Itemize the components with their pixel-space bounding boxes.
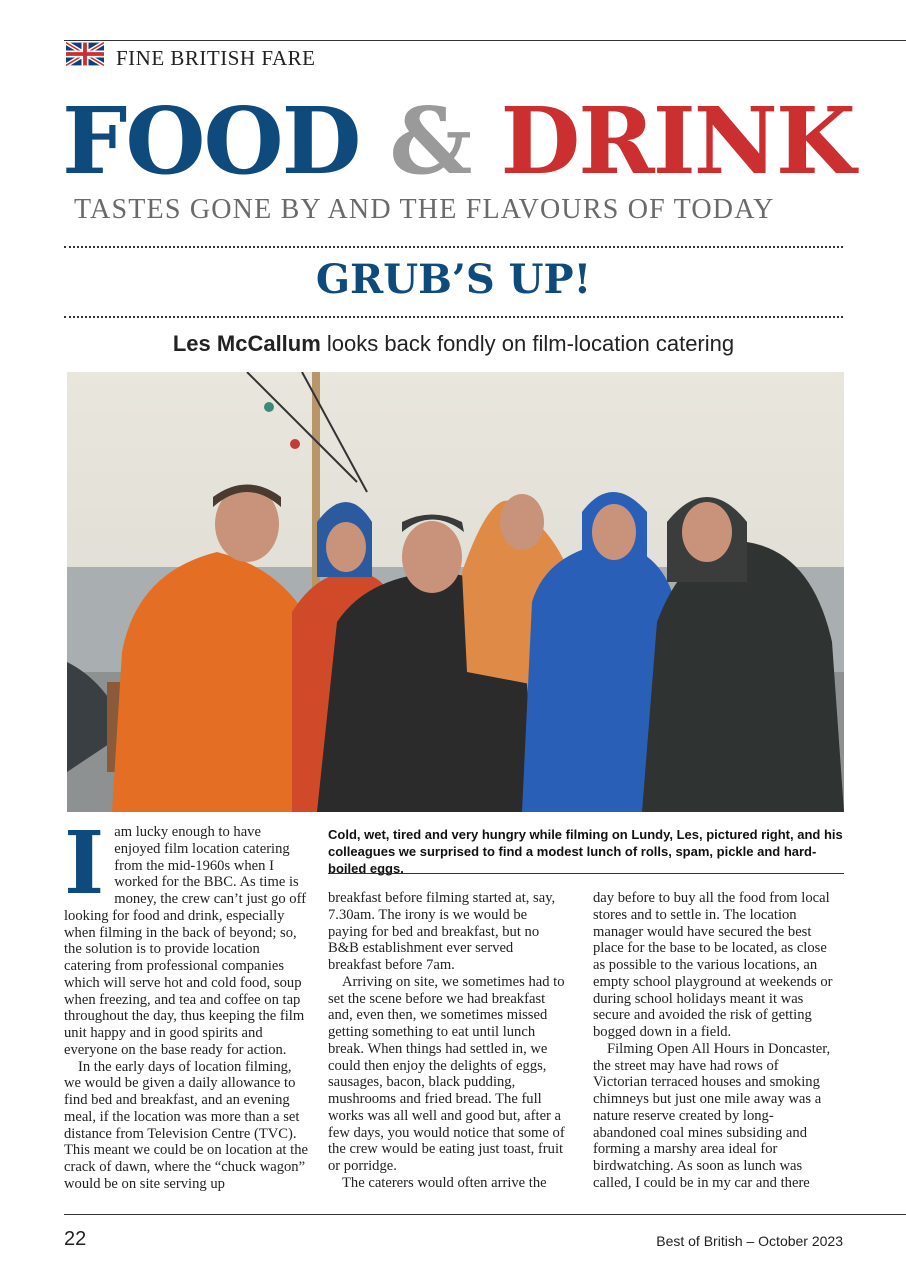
masthead-ampersand: &	[389, 87, 471, 195]
page-number: 22	[64, 1228, 87, 1250]
paragraph: day before to buy all the food from local stores and to settle in. The location manager would have secured the best place for the base to be located, as close as possible to the various locations, an empty school playground at weekends or during school holidays meant it was secure and avoided the risk of getting bogged down in a field.	[593, 890, 833, 1040]
paragraph: breakfast before filming started at, say, 7.30am. The irony is we would be paying for bed and breakfast, but no B&B establishment ever served breakfast before 7am.	[328, 890, 556, 973]
photo-caption: Cold, wet, tired and very hungry while filming on Lundy, Les, pictured right, and his colleagues we surprised to find a modest lunch of rolls, spam, pickle and hard-boiled eggs.	[328, 827, 843, 876]
article-column-1	[64, 813, 309, 1193]
author-name: Les McCallum	[172, 331, 321, 356]
paragraph: Filming Open All Hours in Doncaster, the street may have had rows of Victorian terraced houses and smoking chimneys but just one mile away was a nature reserve created by long-abandoned coal mines subsiding and forming a marshy area ideal for birdwatching. As soon as lunch was called, I could be in my car and there	[593, 1040, 831, 1191]
paragraph: In the early days of location filming, we would be given a daily allowance to find bed and breakfast, and an evening meal, if the location was more than a set distance from Television Centre (TVC). This meant we could be on location at the crack of dawn, where the “chuck wagon” would be on site serving up	[64, 1058, 308, 1192]
footer-rule	[64, 1214, 906, 1215]
standfirst-text: looks back fondly on film-location catering	[320, 331, 735, 356]
paragraph: The caterers would often arrive the	[342, 1174, 547, 1191]
masthead-food: FOOD	[62, 87, 360, 195]
drop-cap: I	[64, 813, 105, 914]
section-label: FINE BRITISH FARE	[116, 46, 316, 70]
paragraph: Arriving on site, we sometimes had to set the scene before we had breakfast and, even then, we sometimes missed getting something to eat until lunch break. When things had settled in, we could then enjoy the delights of eggs, sausages, bacon, black pudding, mushrooms and fried bread. The full works was all well and good but, after a few days, you would notice that some of the crew would be eating just toast, fruit or porridge.	[328, 973, 565, 1174]
dotted-divider-top	[64, 246, 843, 248]
dotted-divider-bottom	[64, 316, 843, 318]
caption-rule	[328, 873, 844, 874]
publication-credit: Best of British – October 2023	[656, 1233, 843, 1249]
union-jack-icon	[66, 42, 104, 66]
masthead	[62, 87, 862, 195]
standfirst	[64, 331, 843, 357]
article-column-3	[593, 890, 833, 1192]
paragraph: am lucky enough to have enjoyed film location catering from the mid-1960s when I worked for the BBC. As time is money, the crew can’t just go off looking for food and drink, especially when filming in the back of beyond; so, the solution is to provide location catering from professional companies which will serve hot and cold food, soup when freezing, and tea and coffee on tap throughout the day, thus keeping the film unit happy and in good spirits and everyone on the base ready for action.	[64, 824, 307, 1058]
article-headline: GRUB’S UP!	[315, 256, 592, 303]
article-column-2	[328, 890, 568, 1192]
crew-photo	[67, 372, 844, 812]
top-rule	[64, 40, 906, 41]
masthead-drink: DRINK	[500, 87, 854, 195]
tagline: TASTES GONE BY AND THE FLAVOURS OF TODAY	[74, 194, 775, 225]
